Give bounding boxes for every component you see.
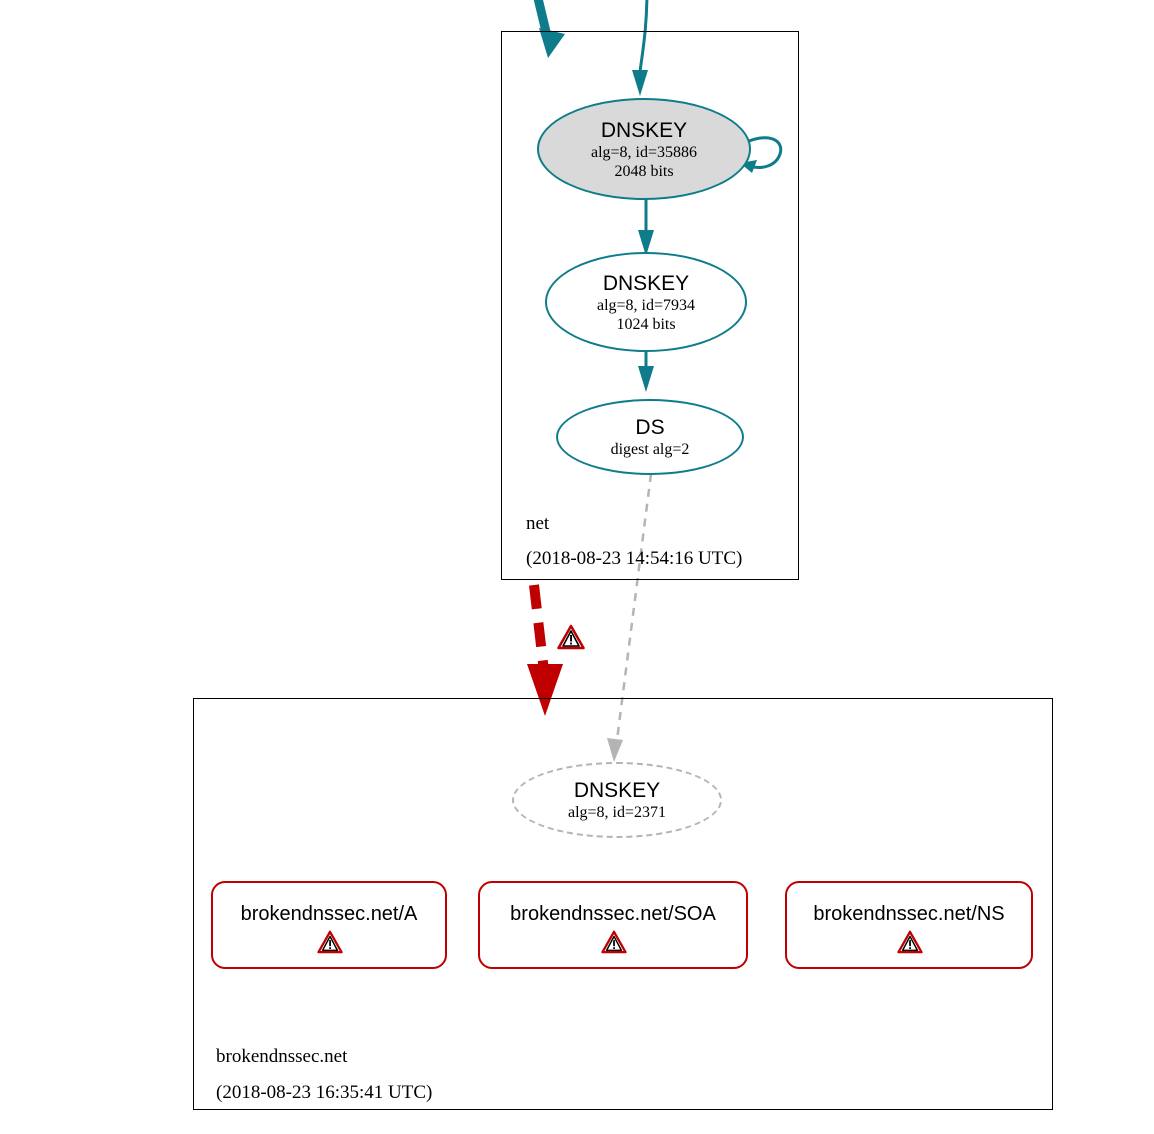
node-dnskey-net-zsk[interactable]: [545, 252, 747, 352]
rrset-brokendnssec-soa[interactable]: [478, 881, 748, 969]
zone-name-brokendnssec: brokendnssec.net: [216, 1046, 348, 1067]
node-title: DNSKEY: [600, 118, 688, 142]
rrset-label: brokendnssec.net/SOA: [510, 903, 716, 925]
warning-triangle-icon-soa[interactable]: [601, 930, 625, 952]
warning-triangle-icon-a[interactable]: [317, 930, 341, 952]
node-subtitle-alg: alg=8, id=2371: [567, 804, 667, 821]
node-subtitle-size: 1024 bits: [616, 315, 676, 333]
zone-timestamp-brokendnssec: (2018-08-23 16:35:41 UTC): [216, 1082, 433, 1103]
node-subtitle-alg: alg=8, id=35886: [590, 143, 698, 161]
node-subtitle-alg: alg=8, id=7934: [596, 296, 696, 314]
warning-triangle-icon-delegation[interactable]: [557, 624, 585, 650]
rrset-brokendnssec-a[interactable]: [211, 881, 447, 969]
node-dnskey-child[interactable]: [512, 762, 722, 838]
warning-triangle-icon-ns[interactable]: [897, 930, 921, 952]
node-subtitle-size: 2048 bits: [614, 162, 674, 180]
node-dnskey-net-ksk[interactable]: [537, 98, 751, 200]
node-title: DNSKEY: [602, 271, 690, 295]
zone-timestamp-net: (2018-08-23 14:54:16 UTC): [526, 548, 743, 569]
node-title: DNSKEY: [573, 779, 661, 802]
zone-name-net: net: [526, 513, 550, 534]
rrset-brokendnssec-ns[interactable]: [785, 881, 1033, 969]
rrset-label: brokendnssec.net/A: [240, 903, 418, 925]
rrset-label: brokendnssec.net/NS: [813, 903, 1005, 925]
edge-net-to-child-bogus: [527, 585, 563, 716]
node-subtitle-digest: digest alg=2: [610, 441, 690, 458]
node-title: DS: [635, 416, 665, 439]
node-ds-net[interactable]: [556, 399, 744, 475]
